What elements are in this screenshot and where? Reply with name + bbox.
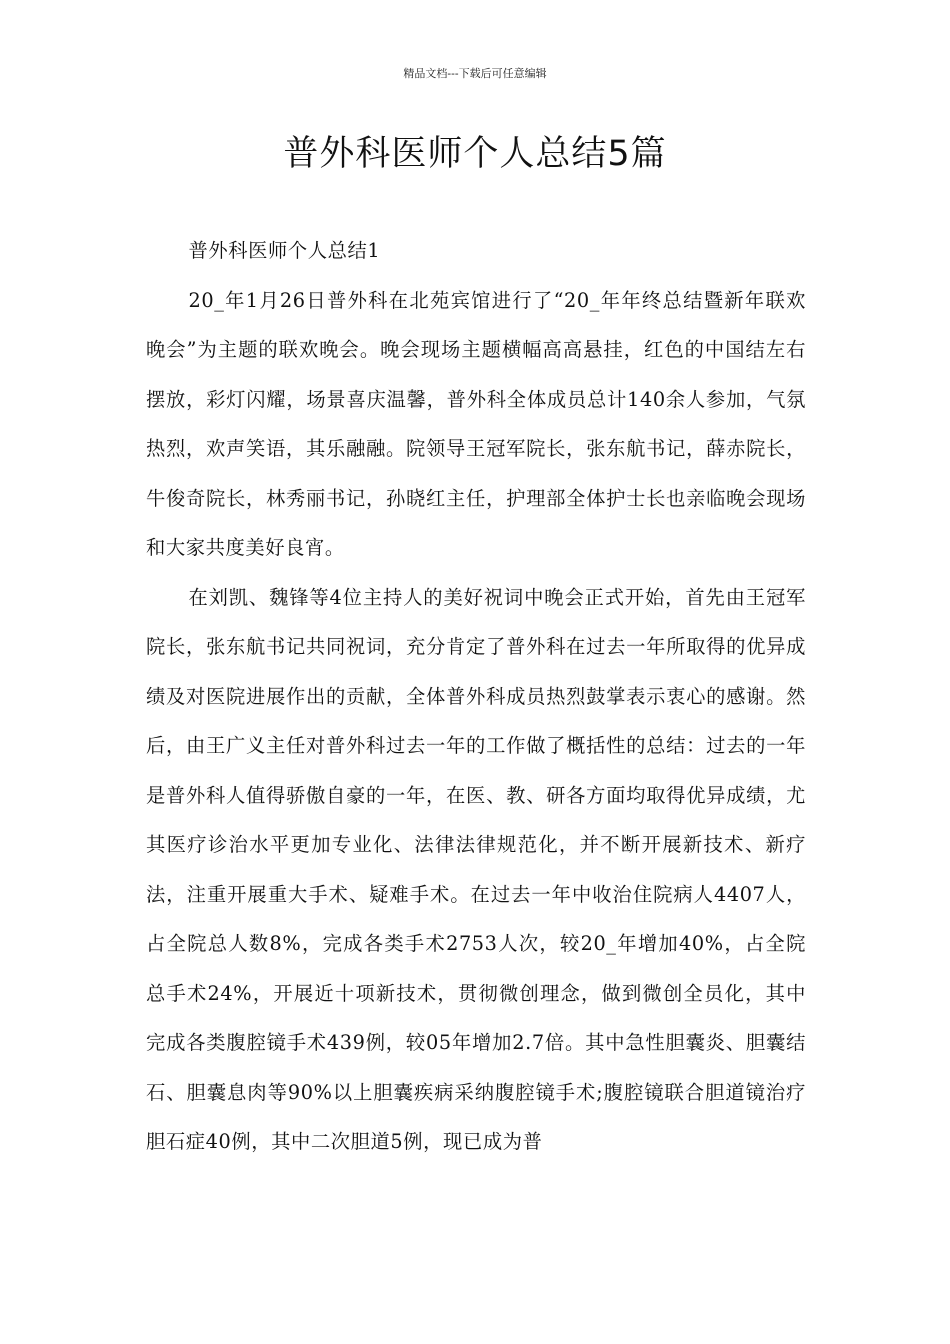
paragraph-1: 20_年1月26日普外科在北苑宾馆进行了“20_年年终总结暨新年联欢晚会”为主题的联欢晚会。晚会现场主题横幅高高悬挂，红色的中国结左右摆放，彩灯闪耀，场景喜庆温馨，普外科全体成员总计140余人参加，气氛热烈，欢声笑语，其乐融融。院领导王冠军院长，张东航书记，薛赤院长，牛俊奇院长，林秀丽书记，孙晓红主任，护理部全体护士长也亲临晚会现场和大家共度美好良宵。: [146, 288, 806, 559]
paragraph-2: 在刘凯、魏锋等4位主持人的美好祝词中晚会正式开始，首先由王冠军院长，张东航书记共同祝词，充分肯定了普外科在过去一年所取得的优异成绩及对医院进展作出的贡献，全体普外科成员热烈鼓掌表示衷心的感谢。然后，由王广义主任对普外科过去一年的工作做了概括性的总结：过去的一年是普外科人值得骄傲自豪的一年，在医、教、研各方面均取得优异成绩，尤其医疗诊治水平更加专业化、法律法律规范化，并不断开展新技术、新疗法，注重开展重大手术、疑难手术。在过去一年中收治住院病人4407人，占全院总人数8%，完成各类手术2753人次，较20_年增加40%，占全院总手术24%，开展近十项新技术，贯彻微创理念，做到微创全员化，其中完成各类腹腔镜手术439例，较05年增加2.7倍。其中急性胆囊炎、胆囊结石、胆囊息肉等90%以上胆囊疾病采纳腹腔镜手术;腹腔镜联合胆道镜治疗胆石症40例，其中二次胆道5例，现已成为普: [146, 585, 806, 1153]
header-note: 精品文档---下载后可任意编辑: [403, 67, 547, 80]
document-title: 普外科医师个人总结5篇: [283, 134, 667, 174]
document-body: [146, 226, 806, 1167]
section-heading: 普外科医师个人总结1: [188, 239, 381, 262]
